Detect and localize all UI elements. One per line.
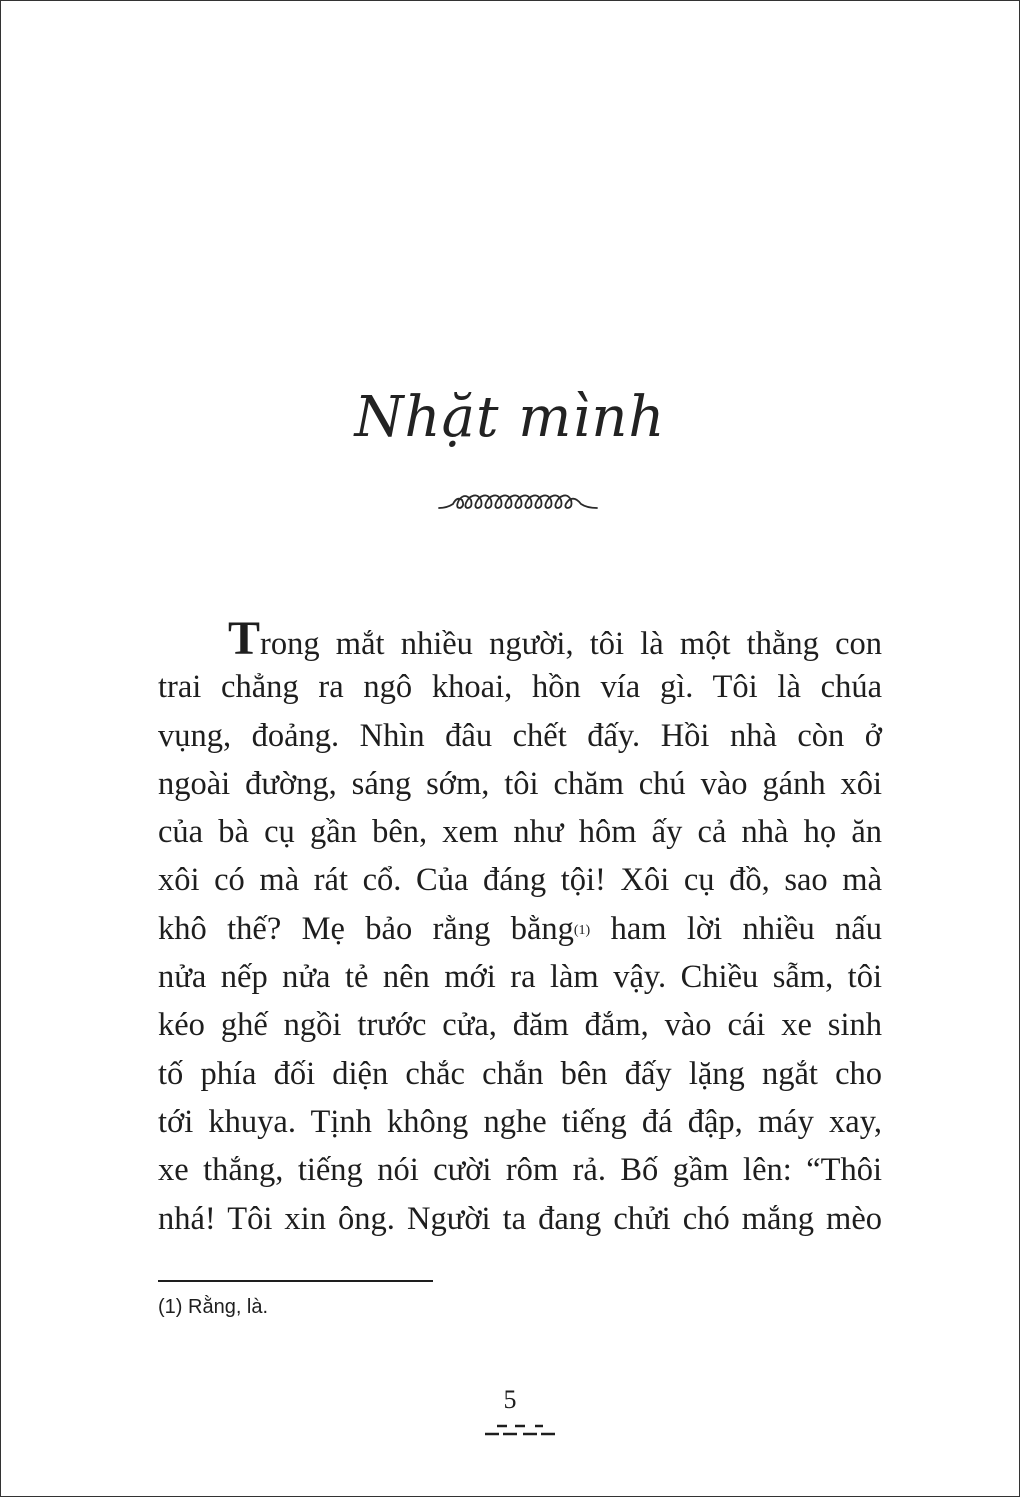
body-line-1-text: rong mắt nhiều người, tôi là một thằng con bbox=[260, 626, 882, 662]
body-line-13: nhá! Tôi xin ông. Người ta đang chửi chó mắng mèo bbox=[158, 1200, 882, 1237]
body-line-7 bbox=[158, 905, 882, 953]
body-line-8: nửa nếp nửa tẻ nên mới ra làm vậy. Chiều sẫm, tôi bbox=[158, 959, 882, 996]
chapter-title: Nhặt mình bbox=[354, 385, 666, 450]
body-line-10: tố phía đối diện chắc chắn bên đấy lặng ngắt cho bbox=[158, 1055, 882, 1092]
body-line-4: ngoài đường, sáng sớm, tôi chăm chú vào gánh xôi bbox=[158, 765, 882, 802]
body-line-7-rest: ham lời nhiều nấu bbox=[590, 910, 882, 947]
chapter-body bbox=[158, 612, 882, 1243]
body-line-1 bbox=[158, 612, 882, 665]
footnote-reference: (1) bbox=[573, 922, 591, 938]
body-line-6: xôi có mà rát cổ. Của đáng tội! Xôi cụ đồ, sao mà bbox=[158, 862, 882, 899]
body-line-5: của bà cụ gần bên, xem như hôm ấy cả nhà họ ăn bbox=[158, 814, 882, 851]
dash-ornament-icon bbox=[483, 1422, 557, 1438]
body-line-9: kéo ghế ngồi trước cửa, đăm đắm, vào cái xe sinh bbox=[158, 1007, 882, 1044]
drop-cap: T bbox=[228, 612, 261, 665]
body-line-11: tới khuya. Tịnh không nghe tiếng đá đập, máy xay, bbox=[158, 1103, 882, 1140]
swirl-ornament-icon bbox=[435, 486, 601, 516]
body-line-7-text: khô thế? Mẹ bảo rằng bằng bbox=[158, 910, 574, 947]
body-line-12: xe thắng, tiếng nói cười rôm rả. Bố gầm lên: “Thôi bbox=[158, 1152, 882, 1189]
body-line-3: vụng, đoảng. Nhìn đâu chết đấy. Hồi nhà còn ở bbox=[158, 717, 882, 754]
footnote-divider bbox=[158, 1280, 433, 1282]
page-number: 5 bbox=[503, 1385, 517, 1414]
footnote: (1) Rằng, là. bbox=[158, 1296, 269, 1318]
body-line-2: trai chẳng ra ngô khoai, hồn vía gì. Tôi là chúa bbox=[158, 669, 882, 706]
